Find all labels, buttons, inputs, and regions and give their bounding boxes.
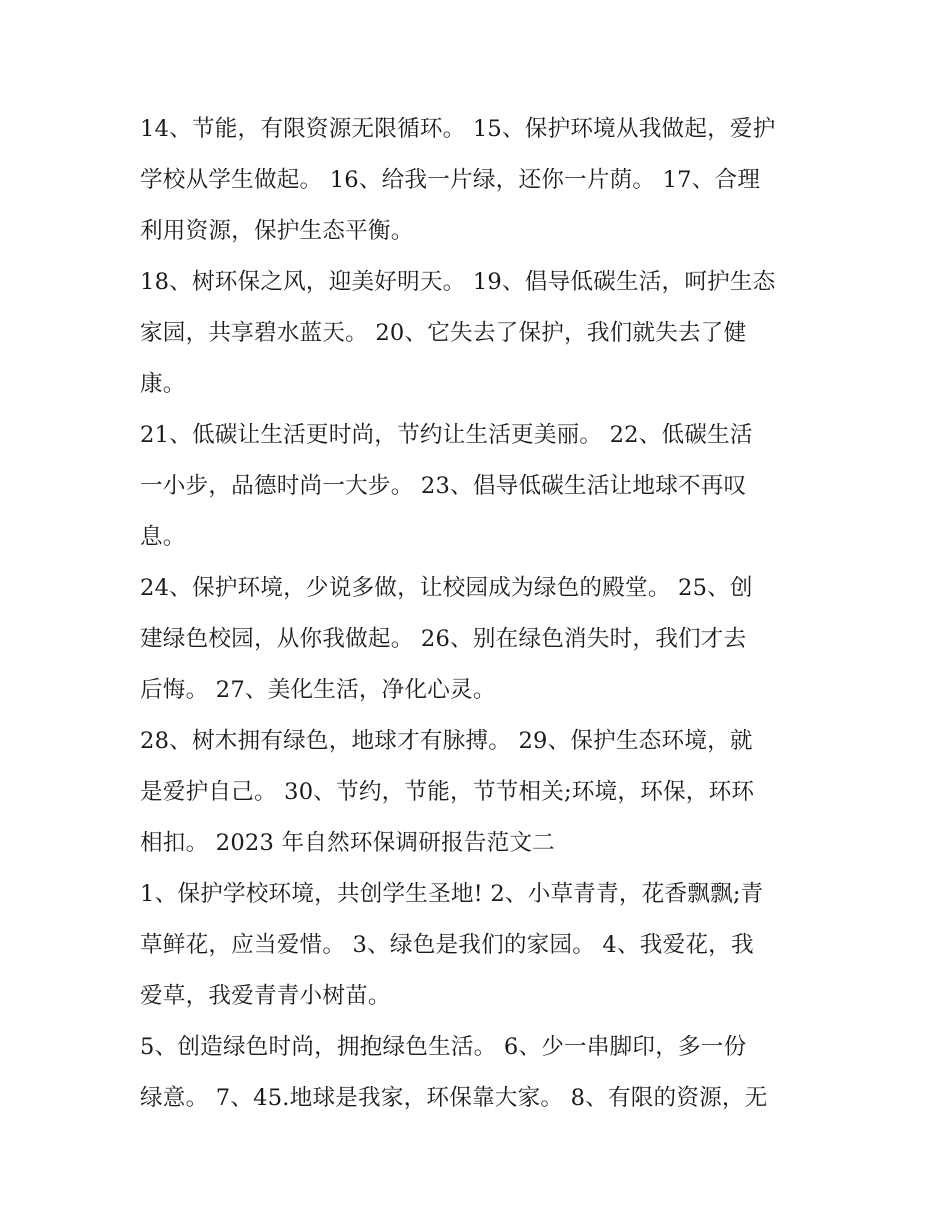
text-line: 建绿色校园，从你我做起。 26、别在绿色消失时，我们才去 xyxy=(140,626,747,652)
text-line: 1、保护学校环境，共创学生圣地! 2、小草青青，花香飘飘;青 xyxy=(140,881,764,907)
text-line: 14、节能，有限资源无限循环。 15、保护环境从我做起，爱护 xyxy=(140,116,776,142)
text-line: 康。 xyxy=(140,371,186,397)
text-line: 相扣。 2023 年自然环保调研报告范文二 xyxy=(140,830,555,856)
text-line: 绿意。 7、45.地球是我家，环保靠大家。 8、有限的资源，无 xyxy=(140,1085,768,1111)
text-line: 5、创造绿色时尚，拥抱绿色生活。 6、少一串脚印，多一份 xyxy=(140,1034,747,1060)
text-line: 24、保护环境，少说多做，让校园成为绿色的殿堂。 25、创 xyxy=(140,575,753,601)
text-line: 利用资源，保护生态平衡。 xyxy=(140,218,414,244)
text-line: 草鲜花，应当爱惜。 3、绿色是我们的家园。 4、我爱花，我 xyxy=(140,932,754,958)
paragraph-slogans-18-20 xyxy=(140,257,820,410)
text-line: 一小步，品德时尚一大步。 23、倡导低碳生活让地球不再叹 xyxy=(140,473,747,499)
text-line: 学校从学生做起。 16、给我一片绿，还你一片荫。 17、合理 xyxy=(140,167,761,193)
text-line: 28、树木拥有绿色，地球才有脉搏。 29、保护生态环境，就 xyxy=(140,728,753,754)
text-line: 后悔。 27、美化生活，净化心灵。 xyxy=(140,677,496,703)
text-line: 21、低碳让生活更时尚，节约让生活更美丽。 22、低碳生活 xyxy=(140,422,753,448)
paragraph-slogans-14-17 xyxy=(140,104,820,257)
paragraph-slogans-24-27 xyxy=(140,563,820,716)
text-line: 是爱护自己。 30、节约，节能，节节相关;环境，环保，环环 xyxy=(140,779,755,805)
text-line: 家园，共享碧水蓝天。 20、它失去了保护，我们就失去了健 xyxy=(140,320,747,346)
paragraph-slogans-5-8 xyxy=(140,1022,820,1124)
paragraph-slogans-1-4 xyxy=(140,869,820,1022)
paragraph-slogans-28-30 xyxy=(140,716,820,869)
text-line: 18、树环保之风，迎美好明天。 19、倡导低碳生活，呵护生态 xyxy=(140,269,776,295)
document-body xyxy=(140,104,820,1124)
paragraph-slogans-21-23 xyxy=(140,410,820,563)
text-line: 爱草，我爱青青小树苗。 xyxy=(140,983,391,1009)
text-line: 息。 xyxy=(140,524,186,550)
